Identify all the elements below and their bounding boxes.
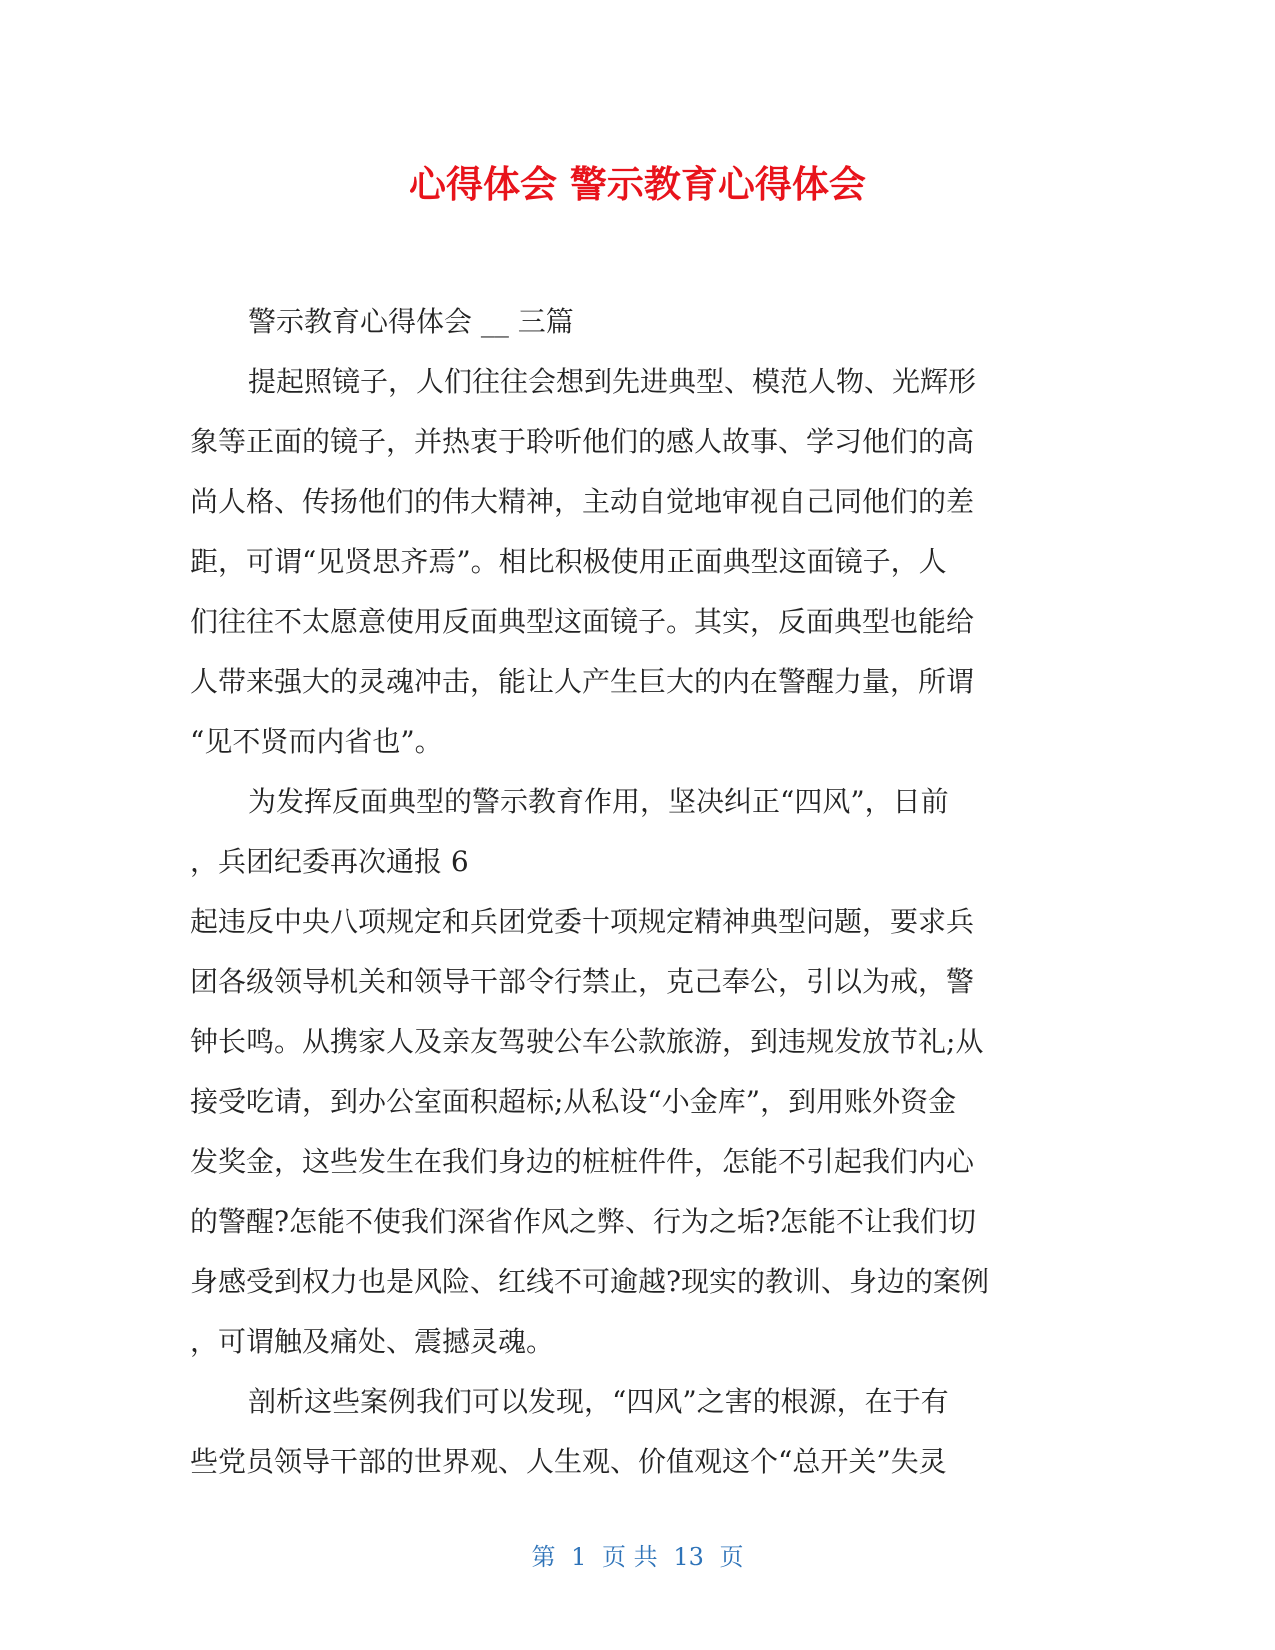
page-label-suffix: 页 xyxy=(719,1543,744,1571)
paragraph-line: 提起照镜子，人们往往会想到先进典型、模范人物、光辉形 xyxy=(248,365,977,398)
paragraph-line: 们往往不太愿意使用反面典型这面镜子。其实，反面典型也能给 xyxy=(190,605,975,638)
page-label-mid: 页 共 xyxy=(602,1543,658,1571)
document-title: 心得体会 警示教育心得体会 xyxy=(409,163,866,206)
paragraph-line: 钟长鸣。从携家人及亲友驾驶公车公款旅游，到违规发放节礼;从 xyxy=(190,1025,984,1058)
paragraph-line: 些党员领导干部的世界观、人生观、价值观这个“总开关”失灵 xyxy=(190,1445,947,1478)
paragraph-line: 为发挥反面典型的警示教育作用，坚决纠正“四风”，日前 xyxy=(248,785,949,818)
paragraph-line: 团各级领导机关和领导干部令行禁止，克己奉公，引以为戒，警 xyxy=(190,965,975,998)
page-label-prefix: 第 xyxy=(531,1543,556,1571)
paragraph-line: 发奖金，这些发生在我们身边的桩桩件件，怎能不引起我们内心 xyxy=(190,1145,975,1178)
page-number: 1 xyxy=(571,1543,587,1571)
total-pages: 13 xyxy=(673,1543,704,1571)
paragraph-line: ，兵团纪委再次通报 6 xyxy=(190,845,469,878)
paragraph-line: 起违反中央八项规定和兵团党委十项规定精神典型问题，要求兵 xyxy=(190,905,975,938)
paragraph-line: “见不贤而内省也”。 xyxy=(190,725,443,758)
subtitle-line: 警示教育心得体会 __ 三篇 xyxy=(248,305,574,338)
paragraph-line: 接受吃请，到办公室面积超标;从私设“小金库”，到用账外资金 xyxy=(190,1085,957,1118)
paragraph-line: 距，可谓“见贤思齐焉”。相比积极使用正面典型这面镜子，人 xyxy=(190,545,947,578)
paragraph-line: 剖析这些案例我们可以发现，“四风”之害的根源，在于有 xyxy=(248,1385,949,1418)
document-body xyxy=(190,292,1074,1492)
paragraph-line: 象等正面的镜子，并热衷于聆听他们的感人故事、学习他们的高 xyxy=(190,425,975,458)
paragraph-line: 的警醒?怎能不使我们深省作风之弊、行为之垢?怎能不让我们切 xyxy=(190,1205,977,1238)
page-footer xyxy=(0,1542,1275,1572)
paragraph-line: ，可谓触及痛处、震撼灵魂。 xyxy=(190,1325,555,1358)
paragraph-line: 尚人格、传扬他们的伟大精神，主动自觉地审视自己同他们的差 xyxy=(190,485,975,518)
paragraph-line: 身感受到权力也是风险、红线不可逾越?现实的教训、身边的案例 xyxy=(190,1265,990,1298)
paragraph-line: 人带来强大的灵魂冲击，能让人产生巨大的内在警醒力量，所谓 xyxy=(190,665,975,698)
